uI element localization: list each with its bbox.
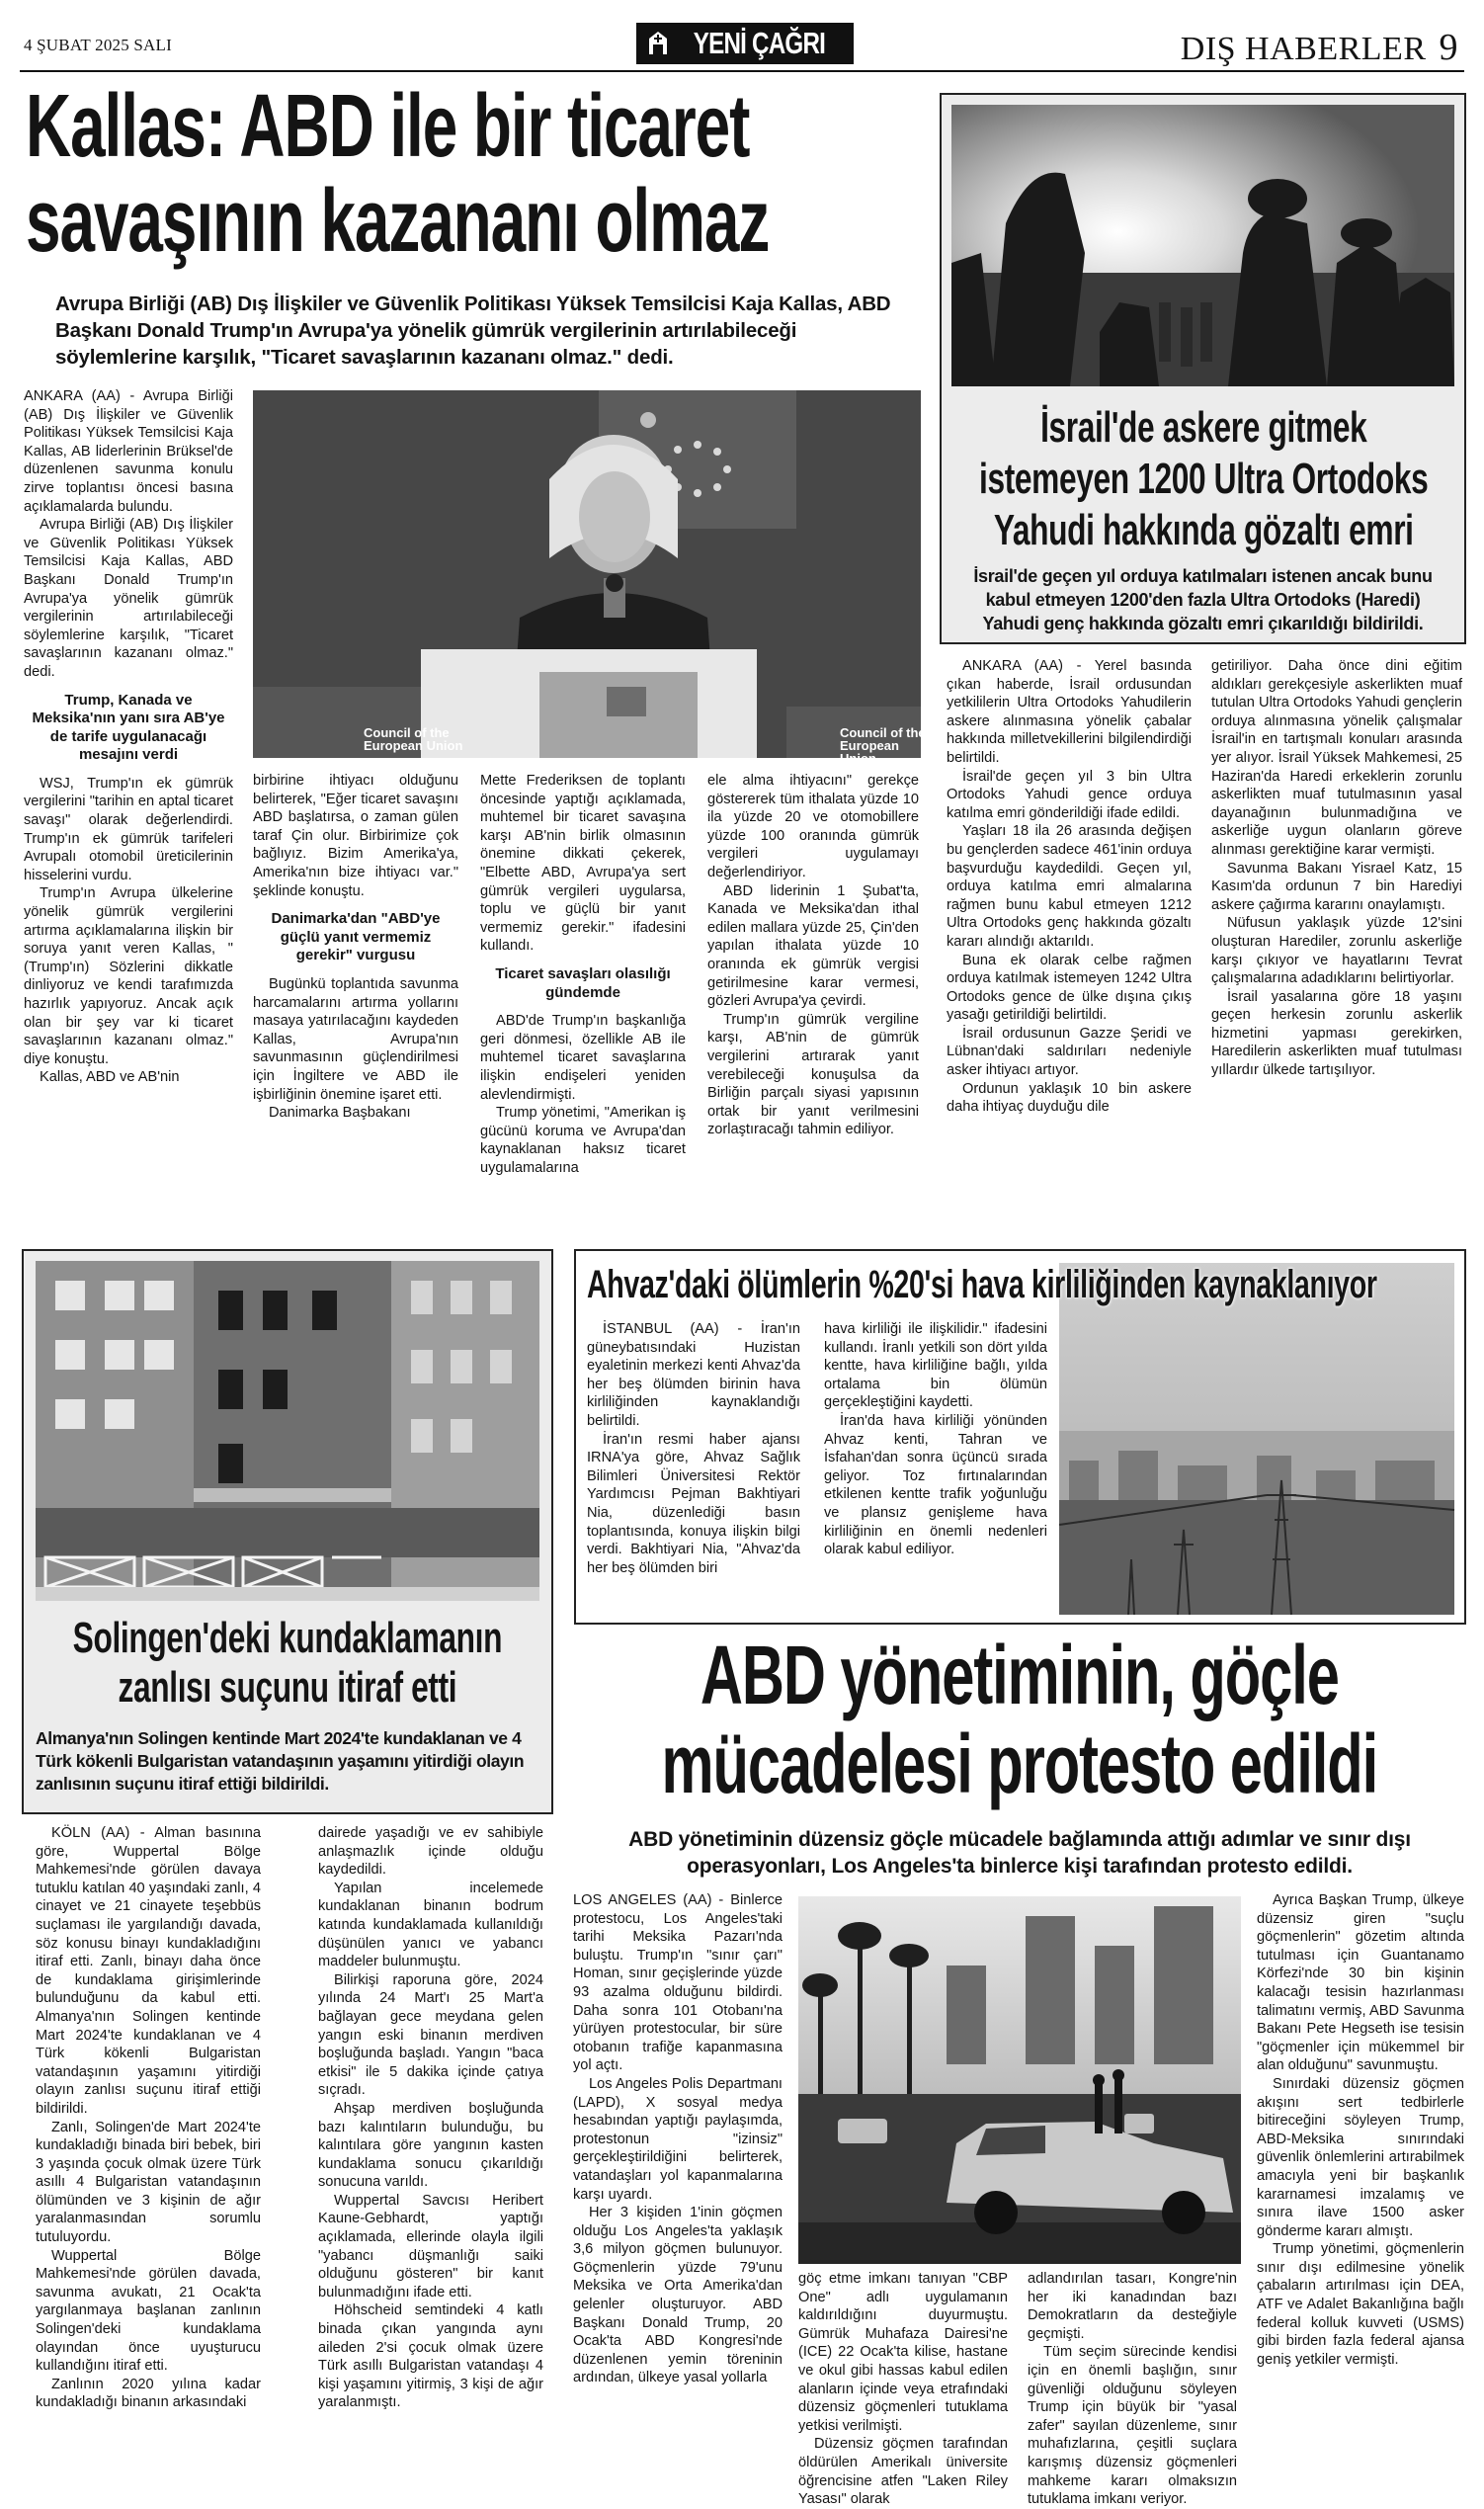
photo-sign-left: Council of the European Union xyxy=(364,725,463,753)
article2-col2 xyxy=(1211,657,1462,1217)
a5-paragraph: Tüm seçim sürecinde kendisi için en önemli başlığın, sınır güvenliği olduğunu söyleyen Trump için büyük bir "yasal zafer" sayılan düzenleme, sınır muhafızlarına, çeşitli suçlara karışmış düzensiz göçmenleri mahkeme kararı olmaksızın tutuklama imkanı veriyor. xyxy=(1028,2344,1237,2508)
article2-headline-line2: istemeyen 1200 Ultra Ortodoks xyxy=(979,455,1429,503)
a2-paragraph: Buna ek olarak celbe rağmen orduya katılmak istemeyen 1242 Ultra Ortodoks gence de ülke dışına çıkış yasağı getirildiği belirtildi. xyxy=(947,952,1192,1024)
article1-col2 xyxy=(253,772,458,1236)
a3-paragraph: Zanlı, Solingen'de Mart 2024'te kundakladığı binada biri bebek, biri 3 yaşında çocuk olmak üzere Türk asıllı 4 Bulgaristan vatandaşının ölümünden ve 3 kişinin de ağır yaralanmasından sorumlu tutuluyordu. xyxy=(36,2119,261,2246)
article1-col1 xyxy=(24,387,233,1237)
ultra-orthodox-photo xyxy=(951,105,1454,386)
a5-paragraph: LOS ANGELES (AA) - Binlerce protestocu, Los Angeles'taki tarihi Meksika Pazarı'nda buluştu. Trump'ın "sınır çarı" Homan, sınır geçişlerinde yüzde 93 azalma olduğunu bildirdi. Daha sonra 101 Otobanı'na yürüyen protestocular, bir süre otobanın trafiğe kapanmasına yol açtı. xyxy=(573,1892,783,2074)
a1-paragraph: Kallas, ABD ve AB'nin xyxy=(40,1069,180,1086)
a3-paragraph: Ahşap merdiven boşluğunda bazı kalıntıların bulunduğu, bu kalıntılara göre yangının kasten kundaklama sonucu çıkarıldığı sonucuna varıldı. xyxy=(318,2100,543,2191)
header-rule xyxy=(20,70,1464,72)
a3-paragraph: Zanlının 2020 yılına kadar kundakladığı binanın arkasındaki xyxy=(36,2376,261,2411)
article1-headline xyxy=(26,79,938,269)
article5-headline-line1: ABD yönetiminin, göçle xyxy=(700,1629,1339,1721)
a2-paragraph: getiriliyor. Daha önce dini eğitim aldıkları gerekçesiyle askerlikten muaf tutulan Ultra Ortodoks Yahudi gençlerin orduya alınmasına yönelik çalışmalar İsrail'in en tartışmalı konuları arasında yer alıyor. İsrail Yüksek Mahkemesi, 25 Haziran'da Haredi erkeklerin zorunlu askerlikten muaf tutulmasının yasal dayanağının bulunmadığına ve askerliğe uygun olanların göreve alınması gerektiğine karar vermişti. xyxy=(1211,658,1462,858)
article4-headline: Ahvaz'daki ölümlerin %20'si hava kirliliğinden kaynaklanıyor xyxy=(587,1263,1377,1306)
newspaper-logo xyxy=(636,23,854,64)
a1-subheading: Ticaret savaşları olasılığı gündemde xyxy=(495,964,671,1001)
a5-paragraph: Sınırdaki düzensiz göçmen akışını sert tedbirlerle bitireceğini söyleyen Trump, ABD-Meksika sınırındaki güvenlik önlemlerini artırabilmek amacıyla yeni bir başkanlık kararnamesi imzalamış ve sınıra ilave 1500 asker gönderme kararı almıştı. xyxy=(1257,2075,1464,2239)
article4-col1 xyxy=(587,1320,800,1617)
a2-paragraph: İsrail yasalarına göre 18 yaşını geçen herkesin zorunlu askerlik hizmetini yapması gerekirken, Haredilerin askerlikten muaf tutulması yıllardır ülkede tartışılıyor. xyxy=(1211,988,1462,1079)
a1-subheading: Trump, Kanada ve Meksika'nın yanı sıra AB'ye de tarife uygulanacağı mesajını verdi xyxy=(32,691,225,764)
a3-paragraph: dairede yaşadığı ve ev sahibiyle anlaşmazlık içinde olduğu kaydedildi. xyxy=(318,1825,543,1879)
a1-paragraph: Avrupa Birliği (AB) Dış İlişkiler ve Güvenlik Politikası Yüksek Temsilcisi Kaja Kallas, ABD Başkanı Donald Trump'ın Avrupa'ya yönelik gümrük vergilerinin artırılabileceği söylemlerine karşılık, "Ticaret savaşlarının kazananı olmaz." dedi. xyxy=(24,517,233,680)
article5-headline xyxy=(574,1631,1465,1808)
section-title xyxy=(1181,26,1458,69)
article2-headline-line3: Yahudi hakkında gözaltı emri xyxy=(993,506,1414,554)
article5-col2 xyxy=(798,2270,1008,2508)
solingen-building-photo xyxy=(36,1261,539,1601)
logo-emblem-icon xyxy=(647,31,669,56)
kallas-photo xyxy=(253,390,926,766)
los-angeles-protest-photo xyxy=(798,1896,1241,2264)
a5-paragraph: göç etme imkanı tanıyan "CBP One" adlı uygulamanın kaldırıldığını duyurmuştu. Gümrük Muhafaza Dairesi'ne (ICE) 22 Ocak'ta kilise, hastane ve okul gibi hassas kabul edilen alanların içinde veya etrafındaki düzensiz göçmenleri tutuklama yetkisi verilmişti. xyxy=(798,2271,1008,2434)
article3-headline-line1: Solingen'deki kundaklamanın xyxy=(72,1614,503,1662)
a3-paragraph: Höhscheid semtindeki 4 katlı binada çıkan yangında aynı aileden 2'si çocuk olmak üzere Türk asıllı Bulgaristan vatandaşı 4 kişi yaşamını yitirmiş, 3 kişi de ağır yaralanmıştı. xyxy=(318,2302,543,2411)
a1-paragraph: ABD'de Trump'ın başkanlığa geri dönmesi, özellikle AB ile muhtemel ticaret savaşlarına ilişkin endişeleri yeniden alevlendirmişti. xyxy=(480,1013,686,1103)
article1-col3 xyxy=(480,772,686,1236)
a4-paragraph: İran'ın resmi haber ajansı IRNA'ya göre, Ahvaz Sağlık Bilimleri Üniversitesi Rektör Yardımcısı Pejman Bakhtiyari Nia, düzenlediği basın toplantısında, konuya ilişkin bilgi verdi. Bakhtiyari Nia, "Ahvaz'da her beş ölümden biri xyxy=(587,1431,800,1576)
article1-lead: Avrupa Birliği (AB) Dış İlişkiler ve Güvenlik Politikası Yüksek Temsilcisi Kaja Kallas, ABD Başkanı Donald Trump'ın Avrupa'ya yönelik gümrük vergilerinin artırılabileceği söylemlerine karşılık, "Ticaret savaşlarının kazananı olmaz." dedi. xyxy=(55,293,891,369)
article5-col1 xyxy=(573,1891,783,2459)
article1-headline-line2: savaşının kazananı olmaz xyxy=(26,172,770,271)
article3-col1 xyxy=(36,1824,261,2457)
article5-headline-line2: mücadelesi protesto edildi xyxy=(661,1717,1378,1810)
a4-paragraph: hava kirliliği ile ilişkilidir." ifadesini kullandı. İranlı yetkili son dört yılda kentte, hava kirliliğine bağlı, yılda ortalama bin ölümün gerçekleştiğini kaydetti. xyxy=(824,1321,1047,1411)
article2-lead: İsrail'de geçen yıl orduya katılmaları istenen ancak bunu kabul etmeyen 1200'den fazla Ultra Ortodoks (Haredi) Yahudi genç hakkında gözaltı emri çıkarıldığı bildirildi. xyxy=(973,566,1433,633)
article3-lead: Almanya'nın Solingen kentinde Mart 2024'te kundaklanan ve 4 Türk kökenli Bulgaristan vatandaşının yaşamını yitirdiği olayın zanlısının suçunu itiraf ettiği bildirildi. xyxy=(36,1728,525,1794)
a2-paragraph: İsrail ordusunun Gazze Şeridi ve Lübnan'daki saldırıları nedeniyle asker ihtiyacı artıyor. xyxy=(947,1025,1192,1079)
article5-lead: ABD yönetiminin düzensiz göçle mücadele bağlamında attığı adımlar ve sınır dışı operasyonları, Los Angeles'ta binlerce kişi tarafından protesto edildi. xyxy=(628,1828,1411,1878)
a4-paragraph: İSTANBUL (AA) - İran'ın güneybatısındaki Huzistan eyaletinin merkezi kenti Ahvaz'da her beş ölümden birinin hava kirliliğinden kaynaklandığı belirtildi. xyxy=(587,1321,800,1429)
article5-col3 xyxy=(1028,2270,1237,2508)
section-name: DIŞ HABERLER xyxy=(1180,31,1427,67)
a2-paragraph: Ordunun yaklaşık 10 bin askere daha ihtiyaç duyduğu dile xyxy=(947,1080,1192,1116)
a4-paragraph: İran'da hava kirliliği yönünden Ahvaz kenti, Tahran ve İsfahan'dan sonra üçüncü sırada geliyor. Toz fırtınalarından etkilenen kentte trafik yoğunluğu ve plansız genişleme hava kirliliğinin en önemli nedenleri olarak kabul ediliyor. xyxy=(824,1412,1047,1558)
a3-paragraph: Wuppertal Bölge Mahkemesi'nde görülen davada, savunma avukatı, 21 Ocak'ta yargılanmaya başlanan zanlının Solingen'deki kundaklama olayından önce uyuşturucu kullandığını itiraf etti. xyxy=(36,2247,261,2375)
a1-paragraph: ABD liderinin 1 Şubat'ta, Kanada ve Meksika'dan ithal edilen mallara yüzde 25, Çin'den yapılan ithalata yüzde 10 oranında ek gümrük vergisi getirilmesine karar vermesi, gözleri Avrupa'ya çevirdi. xyxy=(707,882,919,1010)
ahvaz-smog-photo xyxy=(1059,1263,1454,1615)
page-number: 9 xyxy=(1439,27,1458,68)
article5-col4 xyxy=(1257,1891,1464,2459)
a5-paragraph: adlandırılan tasarı, Kongre'nin her iki kanadından bazı Demokratların da desteğiyle geçmişti. xyxy=(1028,2271,1237,2342)
article3-col2 xyxy=(318,1824,543,2457)
a1-paragraph: Mette Frederiksen de toplantı öncesinde yaptığı açıklamada, muhtemel bir ticaret savaşına karşı AB'nin birlik olmasının önemine dikkati çekerek, "Elbette ABD, Avrupa'ya sert gümrük vergileri uygularsa, toplu ve güçlü bir yanıt vermemiz gerekir." ifadesini kullandı. xyxy=(480,773,686,955)
a1-paragraph: ele alma ihtiyacını" gerekçe göstererek tüm ithalata yüzde 10 ila yüzde 20 ve otomobillere yüzde 100 oranında gümrük vergileri uygulamayı değerlendiriyor. xyxy=(707,773,919,880)
article2-headline-line1: İsrail'de askere gitmek xyxy=(1040,403,1367,452)
a3-paragraph: Yapılan incelemede kundaklanan binanın bodrum katında kundaklamada kullanıldığı düşünülen yanıcı ve yabancı maddeler bulunmuştu. xyxy=(318,1880,543,1970)
a1-paragraph: Trump yönetimi, "Amerikan iş gücünü koruma ve Avrupa'dan kaynaklanan haksız ticaret uygulamalarına xyxy=(480,1105,686,1176)
a5-paragraph: Los Angeles Polis Departmanı (LAPD), X sosyal medya hesabından yaptığı paylaşımda, protestonun "izinsiz" gerçekleştirildiğini belirterek, vatandaşları yol kapanmalarına karşı uyardı. xyxy=(573,2075,783,2203)
article3-headline xyxy=(36,1614,539,1713)
a5-paragraph: Trump yönetimi, göçmenlerin sınır dışı edilmesine yönelik çabaların artırılması için DEA, ATF ve Adalet Bakanlığına bağlı federal kolluk kuvveti (USMS) gibi birden fazla federal ajansa geniş yetkiler vermişti. xyxy=(1257,2241,1464,2368)
logo-text: YENİ ÇAĞRI xyxy=(693,26,825,60)
header-date: 4 ŞUBAT 2025 SALI xyxy=(24,36,172,54)
article4-col2 xyxy=(824,1320,1047,1617)
a5-paragraph: Her 3 kişiden 1'inin göçmen olduğu Los Angeles'ta yaklaşık 3,6 milyon göçmen bulunuyor. Göçmenlerin yüzde 79'unu Meksika ve Orta Amerika'dan gelenler oluşturuyor. ABD Başkanı Donald Trump, 20 Ocak'ta ABD Kongresi'nde düzenlenen yemin töreninin ardından, ülkeye yasal yollarla xyxy=(573,2205,783,2386)
article1-headline-line1: Kallas: ABD ile bir ticaret xyxy=(26,77,750,176)
a1-paragraph: Trump'ın gümrük vergiline karşı, AB'nin de gümrük vergilerini artırarak yanıt verebileceği konuşulsa da Birliğin parçalı siyasi yapısının ortak bir yanıt verilmesini zorlaştıracağı tahmin ediliyor. xyxy=(707,1011,919,1138)
article2-col1 xyxy=(947,657,1192,1217)
photo-sign-right: Council of the European Union xyxy=(840,725,926,766)
a3-paragraph: KÖLN (AA) - Alman basınına göre, Wuppertal Bölge Mahkemesi'nde görülen davaya tutuklu katılan 40 yaşındaki zanlı, 4 cinayet ve 21 cinayete teşebbüs suçlaması ile yargılandığı davada, söz konusu binayı kundakladığını itiraf etti. Zanlı, binayı daha önce de kundaklama girişimlerinde bulunduğunu da kabul etti. Almanya'nın Solingen kentinde Mart 2024'te kundaklanan ve 4 Türk kökenli Bulgaristan vatandaşının yaşamını yitirdiği olayın zanlısı suçunu itiraf ettiği bildirildi. xyxy=(36,1825,261,2117)
a1-paragraph: birbirine ihtiyacı olduğunu belirterek, "Eğer ticaret savaşını ABD başlatırsa, o zaman gülen taraf Çin olur. Birbirimize çok bağlıyız. Bizim Amerika'ya, Amerika'nın bize ihtiyacı var." şeklinde konuştu. xyxy=(253,773,458,899)
a2-paragraph: Nüfusun yaklaşık yüzde 12'sini oluşturan Harediler, zorunlu askerliğe karşı çıkıyor ve hayatlarını Tevrat çalışmalarına adadıklarını belirtiyorlar. xyxy=(1211,915,1462,987)
a1-paragraph: Danimarka Başbakanı xyxy=(269,1105,411,1122)
a5-paragraph: Düzensiz göçmen tarafından öldürülen Amerikalı üniversite öğrencisine atfen "Laken Riley Yasası" olarak xyxy=(798,2436,1008,2508)
a2-paragraph: Yaşları 18 ila 26 arasında değişen bu gençlerden sadece 461'inin orduya başvurduğu kaydedildi. Geçen yıl, orduya katılma emri almalarına rağmen bunu kabul etmeyen 1212 Ultra Ortodoks genç hakkında gözaltı kararı alındığı aktarıldı. xyxy=(947,823,1192,950)
a3-paragraph: Bilirkişi raporuna göre, 2024 yılında 24 Mart'ı 25 Mart'a bağlayan gece meydana gelen yangın eski binanın merdiven boşluğunda başladı. Yangın "baca etkisi" ile 5 dakika içinde çatıya sıçradı. xyxy=(318,1971,543,2099)
a1-paragraph: WSJ, Trump'ın ek gümrük vergilerini "tarihin en aptal ticaret savaşı" olarak değerlendirdi. Trump'ın ek gümrük tarifeleri Avrupalı otomobil üreticilerinin hisselerini vurdu. xyxy=(24,775,233,883)
a2-paragraph: İsrail'de geçen yıl 3 bin Ultra Ortodoks Yahudi gence orduya katılma emri gönderildiği ifade edildi. xyxy=(947,768,1192,821)
article2-headline xyxy=(951,402,1455,556)
article1-col4 xyxy=(707,772,919,1236)
a2-paragraph: Savunma Bakanı Yisrael Katz, 15 Kasım'da ordunun 7 bin Harediyi askere çağırma kararını onaylamıştı. xyxy=(1211,860,1462,913)
a1-paragraph: ANKARA (AA) - Avrupa Birliği (AB) Dış İlişkiler ve Güvenlik Politikası Yüksek Temsilcisi Kaja Kallas, AB liderlerinin Brüksel'de düzenlenen savunma konulu zirve toplantısı öncesi basına açıklamalarda bulundu. xyxy=(24,388,233,515)
a5-paragraph: Ayrıca Başkan Trump, ülkeye düzensiz giren "suçlu göçmenlerin" gözetim altında tutulması için Guantanamo Körfezi'nde 30 bin kişinin kalacağı tesisin hazırlanması talimatını vermiş, ABD Savunma Bakanı Pete Hegseth ise tesisin "göçmenler için mükemmel bir alan olduğunu" savunmuştu. xyxy=(1257,1892,1464,2074)
article3-headline-line2: zanlısı suçunu itiraf etti xyxy=(118,1663,457,1712)
a3-paragraph: Wuppertal Savcısı Heribert Kaune-Gebhardt, yaptığı açıklamada, ellerinde olayla ilgili "yabancı düşmanlığı saiki olduğunu gösteren" bir kanıt bulunmadığını ifade etti. xyxy=(318,2192,543,2300)
a1-paragraph: Bugünkü toplantıda savunma harcamalarını artırma yollarını masaya yatırılacağını kaydeden Kallas, Avrupa'nın savunmasının güçlendirilmesi için İngiltere ve ABD ile işbirliğinin önemine işaret etti. xyxy=(253,975,458,1103)
a1-subheading: Danimarka'dan "ABD'ye güçlü yanıt vermemiz gerekir" vurgusu xyxy=(271,910,441,964)
a1-paragraph: Trump'ın Avrupa ülkelerine yönelik gümrük vergilerini artırma açıklamalarına ilişkin bir soruya yanıt veren Kallas, "(Trump'ın) Sözlerini dikkatle dinliyoruz ve kendi tarafımızda hazırlık yapıyoruz. Ancak açık olan bir şey var ki ticaret savaşlarının kazananı olmaz." diye konuştu. xyxy=(24,885,233,1067)
a2-paragraph: ANKARA (AA) - Yerel basında çıkan haberde, İsrail ordusundan yetkililerin Ultra Ortodoks Yahudilerin askere alınmasına yönelik çabalar hakkında milletvekillerini bilgilendirdiği belirtildi. xyxy=(947,658,1192,766)
